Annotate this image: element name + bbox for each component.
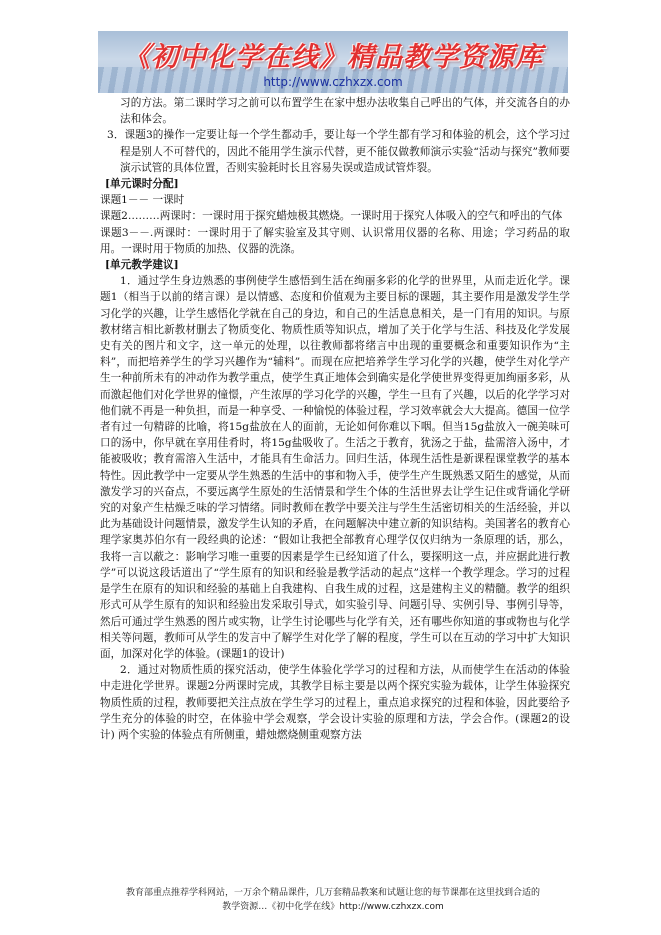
document-body: [100, 95, 570, 743]
header-banner: [98, 31, 568, 93]
schedule-topic-2: 课题2………两课时：一课时用于探究蜡烛极其燃烧。一课时用于探究人体吸入的空气和呼出的气体: [100, 210, 563, 223]
schedule-topic-3: 课题3－－.两课时：一课时用于了解实验室及其守则、认识常用仪器的名称、用途；学习药品的取用。一课时用于物质的加热、仪器的洗涤。: [100, 226, 570, 255]
banner-url[interactable]: http://www.czhxzx.com: [263, 75, 403, 89]
paragraph-item-3: 3．课题3的操作一定要让每一个学生都动手，要让每一个学生都有学习和体验的机会，这个学习过程是别人不可替代的，因此不能用学生演示代替，更不能仅做教师演示实验“活动与探究”教师要演示试管的具体位置，否则实验耗时长且容易失误或造成试管炸裂。: [107, 129, 570, 174]
suggestion-paragraph-2: 2．通过对物质性质的探究活动，使学生体验化学学习的过程和方法，从而使学生在活动的体验中走进化学世界。课题2分两课时完成，其教学目标主要是以两个探究实验为载体，让学生体验探究物质性质的过程，教师要把关注点放在学生学习的过程上，重点追求探究的过程和体验，因此要给予学生充分的体验的时空，在体验中学会观察，学会设计实验的原理和方法，学会合作。(课题2的设计) 两个实验的体验点有所侧重，蜡烛燃烧侧重观察方法: [100, 664, 570, 741]
section-heading-schedule: [单元课时分配]: [105, 178, 179, 191]
suggestion-paragraph-1: 1．通过学生身边熟悉的事例使学生感悟到生活在绚丽多彩的化学的世界里，从而走近化学。课题1（相当于以前的绪言课）是以情感、态度和价值观为主要目标的课题，其主要作用是激发学生学习化学的兴趣，让学生感悟化学就在自己的身边，和自己的生活息息相关，是一门有用的知识。与原教材绪言相比新教材删去了物质变化、物质性质等知识点，增加了关于化学与生活、科技及化学发展史有关的图片和文字，这一单元的处理，以往教师都将绪言中出现的重要概念和重要知识作为“主料”，而把培养学生的学习兴趣作为“辅料”。而现在应把培养学生学习化学的兴趣，使学生对化学产生一种前所未有的冲动作为教学重点，使学生真正地体会到确实是化学使世界变得更加绚丽多彩，从而激起他们对化学世界的憧憬，产生浓厚的学习化学的兴趣，学生一旦有了兴趣，以后的化学学习对他们就不再是一种负担，而是一种享受、一种愉悦的体验过程，学习效率就会大大提高。德国一位学者有过一句精辟的比喻，将15g盐放在人的面前，无论如何你难以下咽。但当15g盐放入一碗美味可口的汤中，你早就在享用佳肴时，将15g盐吸收了。生活之于教育，犹汤之于盐，盐需溶入汤中，才能被吸收；教育需溶入生活中，才能具有生命活力。回归生活，体现生活性是新课程课堂教学的基本特性。因此教学中一定要从学生熟悉的生活中的事和物入手，使学生产生既熟悉又陌生的感觉，从而激发学习的兴奋点，不要远离学生原处的生活情景和学生个体的生活世界去让学生记住或背诵化学研究的对象产生枯燥乏味的学习情绪。同时教师在教学中要关注与学生生活密切相关的生活经验，并以此为基础设计问题情景，激发学生认知的矛盾，在问题解决中建立新的知识结构。美国著名的教育心理学家奥苏伯尔有一段经典的论述：“假如让我把全部教育心理学仅仅归纳为一条原理的话，那么，我将一言以蔽之：影响学习唯一重要的因素是学生已经知道了什么，要探明这一点，并应据此进行教学”可以说这段话道出了“学生原有的知识和经验是教学活动的起点”这样一个教学理念。学习的过程是学生在原有的知识和经验的基础上自我建构、自我生成的过程，这是建构主义的精髓。教学的组织形式可从学生原有的知识和经验出发采取引导式，如实验引导、问题引导、实例引导、事例引导等，然后可通过学生熟悉的图片或实物，让学生讨论哪些与化学有关，还有哪些你知道的事或物也与化学相关等问题，教师可从学生的发言中了解学生对化学了解的程度，学生可以在互动的学习中扩大知识面，加深对化学的体验。(课题1的设计): [100, 275, 570, 660]
paragraph-continued: 习的方法。第二课时学习之前可以布置学生在家中想办法收集自己呼出的气体，并交流各自的办法和体会。: [120, 97, 570, 126]
footer-line-1: 教育部重点推荐学科网站，一万余个精品课件，几万套精品教案和试题让您的每节课都在这里找到合适的: [125, 888, 540, 898]
schedule-topic-1: 课题1－－ 一课时: [100, 194, 185, 207]
banner-title: 《初中化学在线》精品教学资源库: [123, 42, 543, 73]
footer-line-2[interactable]: 教学资源…《初中化学在线》http://www.czhxzx.com: [222, 902, 444, 912]
page-footer: [88, 886, 578, 914]
section-heading-suggestions: [单元教学建议]: [105, 259, 179, 272]
